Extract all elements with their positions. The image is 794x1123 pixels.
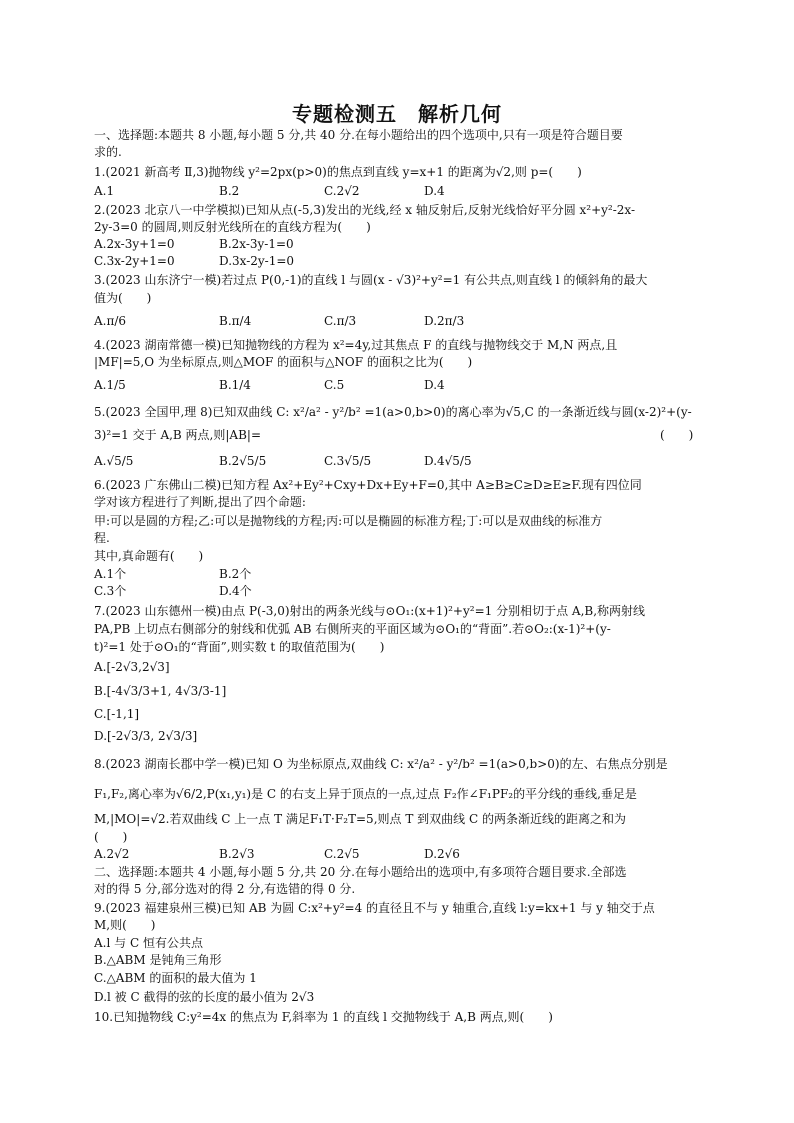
q6-propositions-cont: 程. — [94, 531, 110, 545]
q6-options-row2 — [94, 583, 706, 600]
q7-option-a: A.[-2√3,2√3] — [94, 660, 170, 674]
q1-option-d: D.4 — [424, 184, 445, 198]
q2-option-b: B.2x-3y-1=0 — [219, 237, 294, 251]
q1-options — [94, 183, 706, 200]
q7-option-b: B.[-4√3/3+1, 4√3/3-1] — [94, 684, 227, 698]
q5-option-a: A.√5/5 — [94, 454, 134, 468]
q5-option-d: D.4√5/5 — [424, 454, 472, 468]
q4-stem-cont: |MF|=5,O 为坐标原点,则△MOF 的面积与△NOF 的面积之比为( ) — [94, 355, 473, 369]
q3-options — [94, 313, 706, 330]
q3-option-c: C.π/3 — [324, 314, 357, 328]
q2-option-d: D.3x-2y-1=0 — [219, 254, 295, 268]
q5-options — [94, 453, 706, 470]
q8-stem-cont2: M,|MO|=√2.若双曲线 C 上一点 T 满足F₁T·F₂T=5,则点 T 到双曲线 C 的两条渐近线的距离之和为 — [94, 812, 626, 826]
q6-option-a: A.1个 — [94, 567, 127, 581]
q8-option-a: A.2√2 — [94, 847, 130, 861]
q6-question: 其中,真命题有( ) — [94, 549, 204, 563]
q2-options-row2 — [94, 253, 706, 270]
q8-option-d: D.2√6 — [424, 847, 460, 861]
q5-stem: 5.(2023 全国甲,理 8)已知双曲线 C: x²/a² - y²/b² =1(a>0,b>0)的离心率为√5,C 的一条渐近线与圆(x-2)²+(y- — [94, 405, 692, 419]
q4-stem: 4.(2023 湖南常德一模)已知抛物线的方程为 x²=4y,过其焦点 F 的直线与抛物线交于 M,N 两点,且 — [94, 338, 618, 352]
q6-stem: 6.(2023 广东佛山二模)已知方程 Ax²+Ey²+Cxy+Dx+Ey+F=0,其中 A≥B≥C≥D≥E≥F.现有四位同 — [94, 478, 642, 492]
q5-option-c: C.3√5/5 — [324, 454, 372, 468]
q6-propositions: 甲:可以是圆的方程;乙:可以是抛物线的方程;丙:可以是椭圆的标准方程;丁:可以是双曲线的标准方 — [94, 514, 603, 528]
q7-stem-cont: PA,PB 上切点右侧部分的射线和优弧 AB 右侧所夹的平面区域为⊙O₁的“背面”.若⊙O₂:(x-1)²+(y- — [94, 622, 611, 636]
q9-choice-c: C.△ABM 的面积的最大值为 1 — [94, 971, 257, 985]
q2-options-row1 — [94, 236, 706, 253]
q6-options-row1 — [94, 566, 706, 583]
q2-stem-cont: 2y-3=0 的圆周,则反射光线所在的直线方程为( ) — [94, 220, 371, 234]
q8-options — [94, 846, 706, 863]
section2-instruction: 二、选择题:本题共 4 小题,每小题 5 分,共 20 分.在每小题给出的选项中,有多项符合题目要求.全部选 — [94, 865, 627, 879]
q3-option-b: B.π/4 — [219, 314, 252, 328]
q4-options — [94, 377, 706, 394]
q6-stem-cont: 学对该方程进行了判断,提出了四个命题: — [94, 495, 306, 509]
q8-answer-paren: ( ) — [94, 830, 128, 844]
q4-option-d: D.4 — [424, 378, 445, 392]
q3-option-a: A.π/6 — [94, 314, 127, 328]
q5-answer-paren: ( ) — [660, 428, 694, 442]
q4-option-a: A.1/5 — [94, 378, 126, 392]
q8-option-b: B.2√3 — [219, 847, 255, 861]
q5-stem-cont: 3)²=1 交于 A,B 两点,则|AB|= — [94, 428, 261, 442]
q9-choice-a: A.l 与 C 恒有公共点 — [94, 936, 203, 950]
q9-choice-b: B.△ABM 是钝角三角形 — [94, 953, 222, 967]
q4-option-c: C.5 — [324, 378, 345, 392]
q6-option-b: B.2个 — [219, 567, 252, 581]
q8-stem-cont: F₁,F₂,离心率为√6/2,P(x₁,y₁)是 C 的右支上异于顶点的一点,过点 F₂作∠F₁PF₂的平分线的垂线,垂足是 — [94, 787, 637, 801]
q2-option-c: C.3x-2y+1=0 — [94, 254, 175, 268]
q8-option-c: C.2√5 — [324, 847, 360, 861]
q2-stem: 2.(2023 北京八一中学模拟)已知从点(-5,3)发出的光线,经 x 轴反射后,反射光线恰好平分圆 x²+y²-2x- — [94, 203, 636, 217]
section2-instruction-cont: 对的得 5 分,部分选对的得 2 分,有选错的得 0 分. — [94, 882, 356, 896]
q7-stem-cont2: t)²=1 处于⊙O₁的“背面”,则实数 t 的取值范围为( ) — [94, 640, 385, 654]
section1-instruction-cont: 求的. — [94, 145, 122, 159]
q3-stem: 3.(2023 山东济宁一模)若过点 P(0,-1)的直线 l 与圆(x - √3)²+y²=1 有公共点,则直线 l 的倾斜角的最大 — [94, 273, 648, 287]
q7-option-c: C.[-1,1] — [94, 707, 140, 721]
q6-option-c: C.3个 — [94, 584, 127, 598]
page-title: 专题检测五 解析几何 — [292, 102, 502, 126]
q2-option-a: A.2x-3y+1=0 — [94, 237, 175, 251]
q1-option-b: B.2 — [219, 184, 240, 198]
q7-option-d: D.[-2√3/3, 2√3/3] — [94, 729, 198, 743]
q3-option-d: D.2π/3 — [424, 314, 465, 328]
q10-stem: 10.已知抛物线 C:y²=4x 的焦点为 F,斜率为 1 的直线 l 交抛物线于 A,B 两点,则( ) — [94, 1010, 553, 1024]
q1-option-c: C.2√2 — [324, 184, 360, 198]
q5-option-b: B.2√5/5 — [219, 454, 267, 468]
q6-option-d: D.4个 — [219, 584, 252, 598]
section1-instruction: 一、选择题:本题共 8 小题,每小题 5 分,共 40 分.在每小题给出的四个选项中,只有一项是符合题目要 — [94, 128, 623, 142]
q8-stem: 8.(2023 湖南长郡中学一模)已知 O 为坐标原点,双曲线 C: x²/a² - y²/b² =1(a>0,b>0)的左、右焦点分别是 — [94, 757, 668, 771]
q9-stem: 9.(2023 福建泉州三模)已知 AB 为圆 C:x²+y²=4 的直径且不与 y 轴重合,直线 l:y=kx+1 与 y 轴交于点 — [94, 901, 655, 915]
q1-option-a: A.1 — [94, 184, 115, 198]
q1-stem: 1.(2021 新高考 Ⅱ,3)抛物线 y²=2px(p>0)的焦点到直线 y=x+1 的距离为√2,则 p=( ) — [94, 165, 582, 179]
q7-stem: 7.(2023 山东德州一模)由点 P(-3,0)射出的两条光线与⊙O₁:(x+1)²+y²=1 分别相切于点 A,B,称两射线 — [94, 604, 646, 618]
q3-stem-cont: 值为( ) — [94, 291, 152, 305]
q9-stem-cont: M,则( ) — [94, 918, 156, 932]
q4-option-b: B.1/4 — [219, 378, 251, 392]
q9-choice-d: D.l 被 C 截得的弦的长度的最小值为 2√3 — [94, 990, 315, 1004]
